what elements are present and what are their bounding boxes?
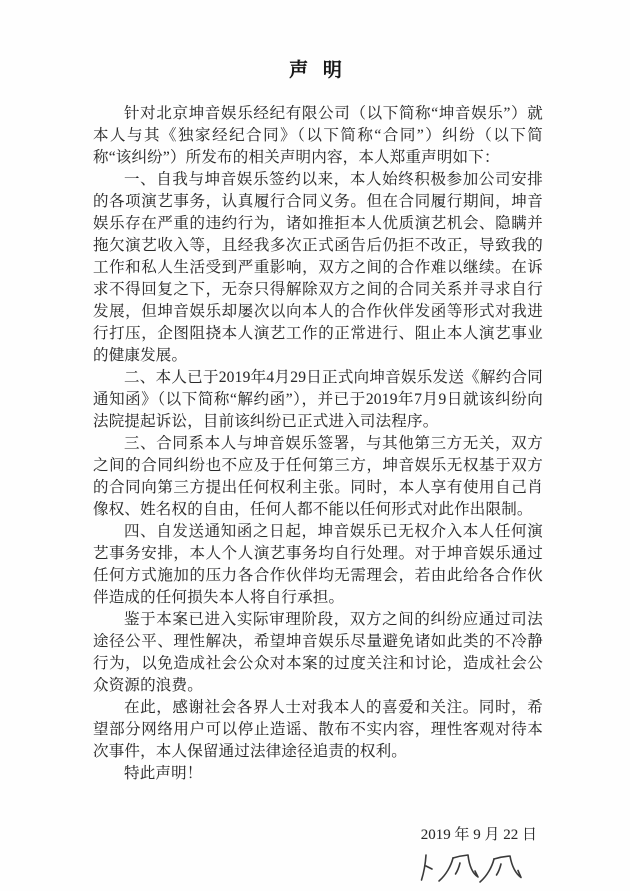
statement-intro-paragraph: 针对北京坤音娱乐经纪有限公司（以下简称“坤音娱乐”）就本人与其《独家经纪合同》（以下简称“合同”）纠纷（以下简称“该纠纷”）所发布的相关声明内容，本人郑重声明如下：: [93, 105, 543, 166]
document-date: 2019 年 9 月 22 日: [420, 827, 537, 843]
handwritten-signature: [417, 851, 525, 885]
document-title: 声 明: [289, 60, 347, 81]
statement-paragraph-item-4: 四、自发送通知函之日起，坤音娱乐已无权介入本人任何演艺事务安排，本人个人演艺事务均自行处理。对于坤音娱乐通过任何方式施加的压力各合作伙伴均无需理会，若由此给各合作伙伴造成的任何损失本人将自行承担。: [93, 523, 543, 606]
statement-paragraph-item-3: 三、合同系本人与坤音娱乐签署，与其他第三方无关，双方之间的合同纠纷也不应及于任何第三方，坤音娱乐无权基于双方的合同向第三方提出任何权利主张。同时，本人享有使用自己肖像权、姓名权的自由，任何人都不能以任何形式对此作出限制。: [93, 435, 543, 518]
statement-closing-paragraph-1: 鉴于本案已进入实际审理阶段，双方之间的纠纷应通过司法途径公平、理性解决，希望坤音娱乐尽量避免诸如此类的不冷静行为，以免造成社会公众对本案的过度关注和讨论，造成社会公众资源的浪费。: [93, 611, 543, 694]
signature-block: [93, 851, 543, 885]
statement-paragraph-item-2: 二、本人已于2019年4月29日正式向坤音娱乐发送《解约合同通知函》（以下简称“解约函”），并已于2019年7月9日就该纠纷向法院提起诉讼，目前该纠纷已正式进入司法程序。: [93, 369, 543, 430]
statement-final-line: 特此声明！: [124, 765, 203, 782]
document-body: [93, 103, 543, 785]
statement-closing-paragraph-2: 在此，感谢社会各界人士对我本人的喜爱和关注。同时，希望部分网络用户可以停止造谣、散布不实内容，理性客观对待本次事件，本人保留通过法律途径追责的权利。: [93, 699, 543, 760]
statement-paragraph-item-1: 一、自我与坤音娱乐签约以来，本人始终积极参加公司安排的各项演艺事务，认真履行合同义务。但在合同履行期间，坤音娱乐存在严重的违约行为，诸如推拒本人优质演艺机会、隐瞒并拖欠演艺收入等，且经我多次正式函告后仍拒不改正，导致我的工作和私人生活受到严重影响，双方之间的合作难以继续。在诉求不得回复之下，无奈只得解除双方之间的合同关系并寻求自行发展，但坤音娱乐却屡次以向本人的合作伙伴发函等形式对我进行打压，企图阻挠本人演艺工作的正常进行、阻止本人演艺事业的健康发展。: [93, 171, 543, 364]
